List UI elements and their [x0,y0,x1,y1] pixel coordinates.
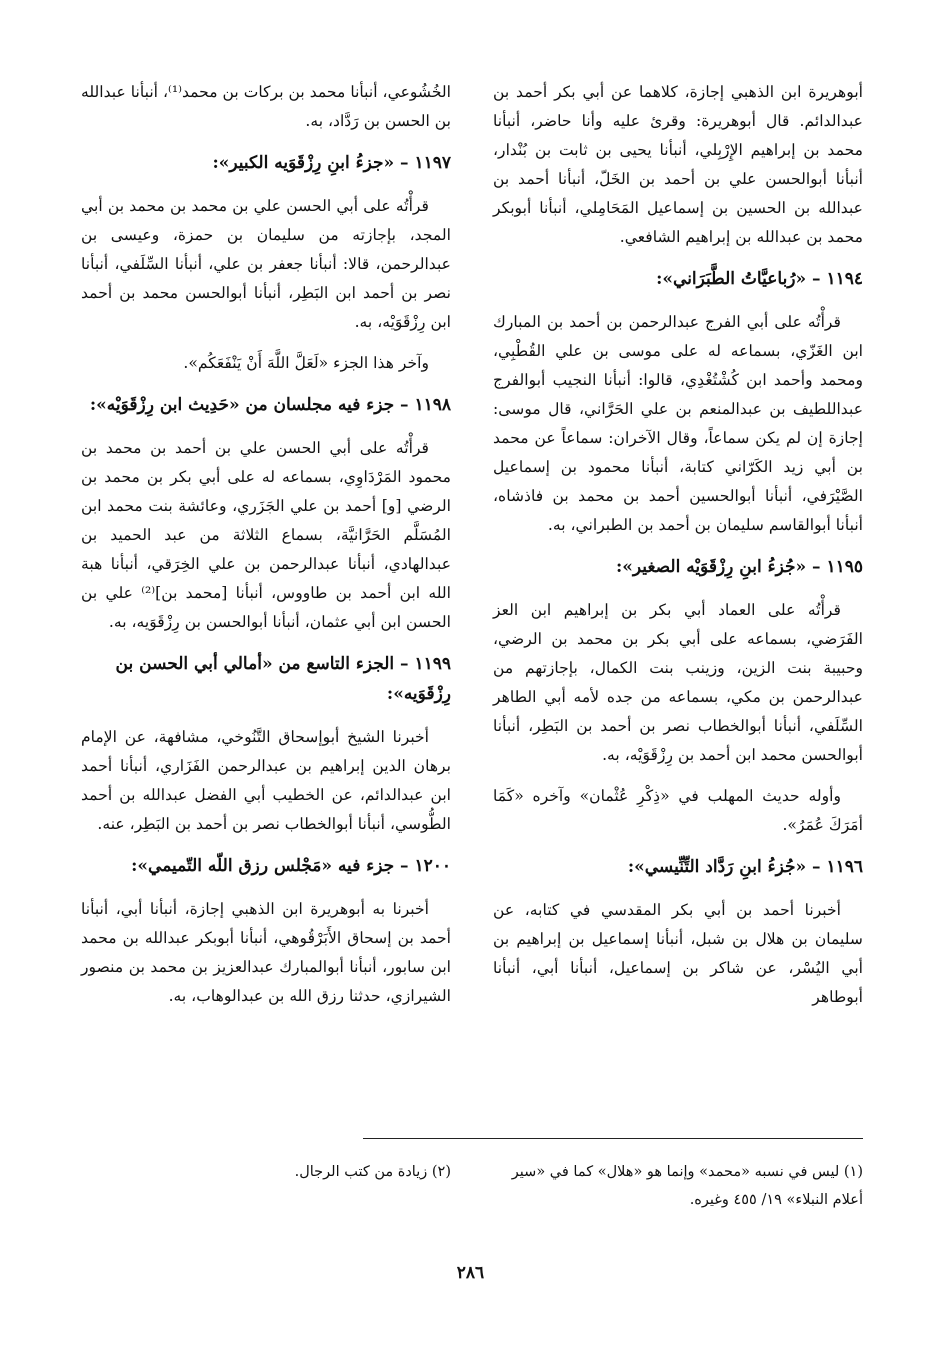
entry-heading-1199: ١١٩٩ – الجزء التاسع من «أمالي أبي الحسن بن رِزْقَوَيه»: [115,654,451,704]
right-column [493,78,863,1024]
paragraph: قرأْتُه على أبي الحسن علي بن محمد بن محمد بن أبي المجد، بإجازته من سليمان بن حمزة، وعيسى بن عبدالرحمن، قالا: أنبأنا جعفر بن علي، أنبأنا السِّلَفي، أنبأنا نصر بن أحمد ابن البَطِر، أنبأنا أبوالحسن محمد بن أحمد ابن رِزْقَوَيْه، به. [81,197,451,331]
paragraph: أبوهريرة ابن الذهبي إجازة، كلاهما عن أبي بكر أحمد بن عبدالدائم. قال أبوهريرة: وقرئ عليه وأنا حاضر، أنبأنا محمد بن إبراهيم الإِرْبِلي، أنبأنا يحيى بن ثابت بن بُنْدار، أنبأنا أبوالحسن علي بن أحمد بن الخَلّ، أنبأنا أحمد بن عبدالله بن الحسين بن إسماعيل المَحَامِلي، أنبأنا أبوبكر محمد بن عبدالله بن إبراهيم الشافعي. [493,83,863,246]
entry-heading-1194: ١١٩٤ – «رُباعيَّاتُ الطَّبَرَاني»: [656,269,863,289]
left-column [81,78,451,1023]
entry-heading-1197: ١١٩٧ – «جزءُ ابنِ رِزْقَوَيه الكبير»: [212,153,451,173]
page-number: ٢٨٦ [456,1263,485,1283]
paragraph: الخُشُوعي، أنبأنا محمد بن بركات بن محمد⁽¹⁾، أنبأنا عبدالله بن الحسن بن رَدَّاد، به. [81,83,451,130]
paragraph: قرأْتُه على أبي الفرج عبدالرحمن بن أحمد بن المبارك ابن الغَزّي، بسماعه له على موسى بن علي القُطْبِي، ومحمد وأحمد ابن كُشْتُغْدِي، قالوا: أنبأنا النجيب أبوالفرج عبداللطيف بن عبدالمنعم بن علي الحَرَّاني، قال موسى: إجازة إن لم يكن سماعاً، وقال الآخران: سماعاً عن محمد بن أبي زيد الكَرّاني كتابة، أنبأنا محمود بن إسماعيل الصَّيْرَفي، أنبأنا أبوالحسين أحمد بن محمد بن فاذشاه، أنبأنا أبوالقاسم سليمان بن أحمد بن الطبراني، به. [493,313,863,534]
paragraph: وآخر هذا الجزء «لَعَلَّ اللَّهَ أَنْ يَنْفَعَكُم». [183,354,429,372]
entry-heading-1195: ١١٩٥ – «جُزءُ ابنِ رِزْقَوَيْه الصغير»: [616,557,863,577]
paragraph: قرأْتُه على العماد أبي بكر بن إبراهيم ابن العز الفَرَضي، بسماعه على أبي بكر بن محمد بن الرضي، وحبيبة بنت الزين، وزينب بنت الكمال، بإجازتهم من عبدالرحمن بن مكي، بسماعه من جده لأمه أبي الطاهر السِّلَفي، أنبأنا أبوالخطاب نصر بن أحمد بن البَطِر، أنبأنا أبوالحسن محمد ابن أحمد بن رِزْقَوَيْه، به. [493,601,863,764]
entry-heading-1198: ١١٩٨ – جزء فيه مجلسان من «حَدِيث ابن رِزْقَوَيْه»: [89,395,451,415]
paragraph: وأوله حديث المهلب في «ذِكْرِ عُثْمان» وآخره «كَمَا أمَرَكَ عُمَرُ». [493,787,863,834]
entry-heading-1200: ١٢٠٠ – جزء فيه «مَجْلس رزق اللّه التّميمي»: [131,856,451,876]
footnote-2: (٢) زيادة من كتب الرجال. [294,1164,451,1180]
paragraph: أخبرنا به أبوهريرة ابن الذهبي إجازة، أنبأنا أبي، أنبأنا أحمد بن إسحاق الأَبَرْقُوهي، أنبأنا أبوبكر عبدالله بن محمد ابن سابور، أنبأنا أبوالمبارك عبدالعزيز بن محمد بن منصور الشيرازي، حدثنا رزق الله بن عبدالوهاب، به. [81,900,451,1005]
footnote-divider [363,1138,863,1139]
paragraph: أخبرنا أحمد بن أبي بكر المقدسي في كتابه، عن سليمان بن هلال بن شبل، أنبأنا إسماعيل بن إبراهيم بن أبي اليُسْر، عن شاكر بن إسماعيل، أنبأنا أبي، أنبأنا أبوطاهر [493,901,863,1006]
entry-heading-1196: ١١٩٦ – «جُزءُ ابنِ رَدَّاد التِّنِّيسي»: [627,857,863,877]
paragraph: قرأْتُه على أبي الحسن علي بن أحمد بن محمد بن محمود المَرْدَاوِي، بسماعه له على أبي بكر بن محمد بن الرضي [و] أحمد بن علي الجَزَري، وعائشة بنت محمد ابن المُسَلَّم الحَرَّانيَّة، بسماع الثلاثة من عبد الحميد بن عبدالهادي، أنبأنا عبدالرحمن بن علي الخِرَقي، أنبأنا هبة الله ابن أحمد بن طاووس، أنبأنا [محمد بن]⁽²⁾ علي بن الحسن ابن أبي عثمان، أنبأنا أبوالحسن بن رِزْقَوَيه، به. [81,439,451,631]
footnote-1: (١) ليس في نسبه «محمد» وإنما هو «هلال» كما في «سير أعلام النبلاء» ١٩/ ٤٥٥ وغيره. [511,1164,863,1208]
paragraph: أخبرنا الشيخ أبوإسحاق التَّنُوخي، مشافهة، عن الإمام برهان الدين إبراهيم بن عبدالرحمن الفَزَاري، أنبأنا أحمد ابن عبدالدائم، عن الخطيب أبي الفضل عبدالله بن أحمد الطُّوسي، أنبأنا أبوالخطاب نصر بن أحمد بن البَطِر، عنه. [81,728,451,833]
